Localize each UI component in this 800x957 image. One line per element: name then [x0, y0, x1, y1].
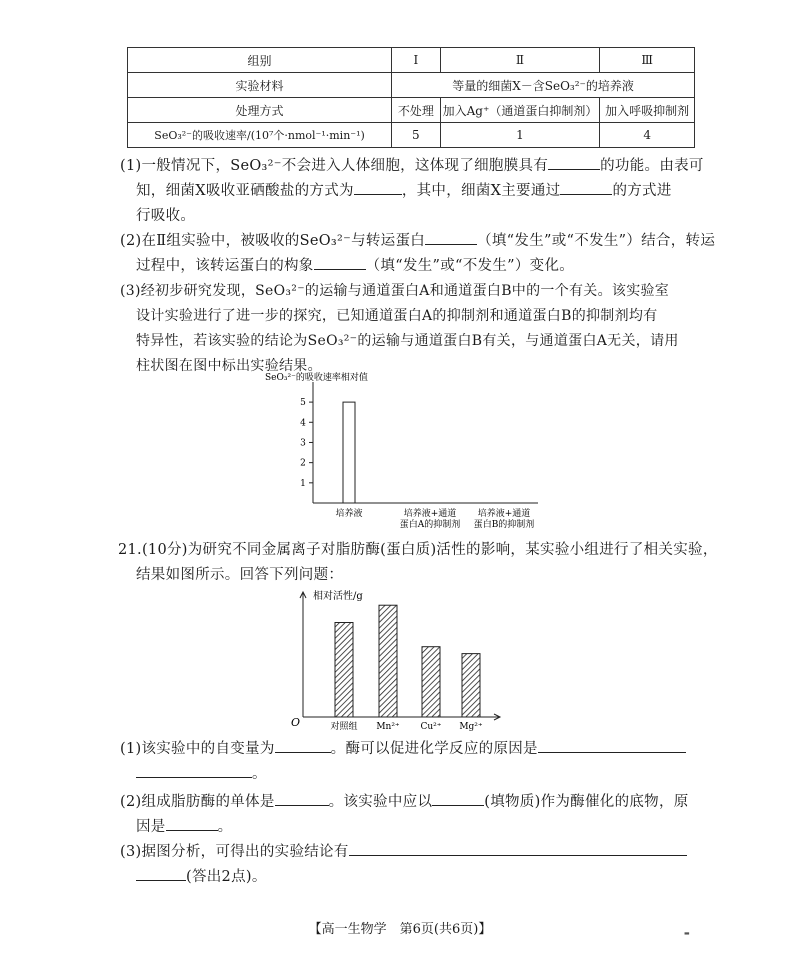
page-footer: 【高一生物学 第6页(共6页)】 — [308, 922, 492, 937]
table-header-iii: Ⅲ — [600, 48, 695, 73]
x-category-label: 培养液 — [335, 509, 363, 519]
q20-part1-line3 — [136, 204, 195, 228]
q20-part3-line3 — [136, 329, 679, 353]
q20-text: （填“发生”或“不发生”）结合，转运 — [477, 233, 716, 249]
q21-text: (答出2点)。 — [186, 869, 267, 885]
q20-text: 设计实验进行了进一步的探究，已知通道蛋白A的抑制剂和通道蛋白B的抑制剂均有 — [136, 308, 658, 324]
treatment-cell: 加入呼吸抑制剂 — [600, 98, 695, 123]
table-row — [128, 123, 695, 148]
q21-text: 。 — [217, 819, 233, 835]
q21-text: 因是 — [136, 819, 166, 835]
chart-bar — [335, 623, 353, 717]
rate-cell: 4 — [600, 123, 695, 148]
chart-bar — [379, 605, 397, 717]
table-header-ii: Ⅱ — [440, 48, 600, 73]
y-tick-label: 4 — [300, 418, 306, 429]
q20-text: 行吸收。 — [136, 208, 196, 224]
answer-blank[interactable] — [432, 791, 484, 806]
x-category-label: Mg²⁺ — [459, 722, 483, 732]
x-category-label: Cu²⁺ — [420, 722, 442, 732]
q21-text: 。该实验中应以 — [328, 794, 433, 810]
chart-ylabel: SeO₃²⁻的吸收速率相对值 — [265, 373, 368, 383]
q21-text: (2)组成脂肪酶的单体是 — [120, 794, 275, 810]
q21-part3-line2 — [136, 865, 267, 889]
answer-blank[interactable] — [349, 841, 687, 856]
answer-blank[interactable] — [560, 180, 612, 195]
answer-blank[interactable] — [314, 255, 366, 270]
q21-part3-line1 — [120, 840, 687, 864]
experiment-table — [127, 47, 695, 148]
answer-blank[interactable] — [548, 155, 600, 170]
x-category-label: 蛋白B的抑制剂 — [473, 520, 535, 530]
answer-blank[interactable] — [136, 866, 186, 881]
rate-cell: 5 — [392, 123, 441, 148]
enzyme-activity-chart — [285, 586, 515, 736]
table-header-group: 组别 — [128, 48, 392, 73]
q20-text: 柱状图在图中标出实验结果。 — [136, 358, 322, 374]
chart-bar — [343, 402, 355, 503]
q20-text: (3)经初步研究发现，SeO₃²⁻的运输与通道蛋白A和通道蛋白B中的一个有关。该实验室 — [120, 283, 670, 299]
answer-blank[interactable] — [425, 230, 477, 245]
corner-mark: ▬ — [684, 930, 690, 937]
q21-intro-line1 — [118, 538, 718, 562]
y-tick-label: 2 — [300, 458, 306, 469]
absorption-rate-chart[interactable] — [250, 368, 550, 534]
q21-text: (填物质)作为酶催化的底物，原 — [484, 794, 689, 810]
table-row — [128, 48, 695, 73]
q20-part3-line1 — [120, 279, 669, 303]
material-value: 等量的细菌X－含SeO₃²⁻的培养液 — [392, 73, 695, 98]
q21-intro-line2 — [136, 563, 343, 587]
q21-text: 。 — [252, 766, 267, 782]
q20-text: （填“发生”或“不发生”）变化。 — [365, 258, 575, 274]
treatment-cell: 不处理 — [392, 98, 441, 123]
q20-part2-line1 — [120, 229, 715, 253]
q21-text: (3)据图分析，可得出的实验结论有 — [120, 844, 349, 860]
q20-text: 特异性，若该实验的结论为SeO₃²⁻的运输与通道蛋白B有关，与通道蛋白A无关，请用 — [136, 333, 679, 349]
x-category-label: 培养液+通道 — [403, 509, 457, 519]
treatment-label: 处理方式 — [128, 98, 392, 123]
q20-text: 的方式进 — [612, 183, 672, 199]
answer-blank[interactable] — [538, 738, 686, 753]
answer-blank[interactable] — [166, 816, 218, 831]
q20-text: 过程中，该转运蛋白的构象 — [136, 258, 314, 274]
q21-text: 。酶可以促进化学反应的原因是 — [330, 741, 538, 757]
treatment-cell: 加入Ag⁺（通道蛋白抑制剂） — [440, 98, 600, 123]
q20-text: 的功能。由表可 — [600, 158, 704, 174]
x-category-label: Mn²⁺ — [376, 722, 400, 732]
answer-blank[interactable] — [354, 180, 402, 195]
q21-part2-line2 — [136, 815, 232, 839]
q20-text: 知，细菌X吸收亚硒酸盐的方式为 — [136, 183, 354, 199]
q20-text: (1)一般情况下，SeO₃²⁻不会进入人体细胞，这体现了细胞膜具有 — [120, 158, 549, 174]
answer-blank[interactable] — [275, 738, 331, 753]
material-label: 实验材料 — [128, 73, 392, 98]
q21-text: (1)该实验中的自变量为 — [120, 741, 275, 757]
q20-part2-line2 — [136, 254, 574, 278]
y-tick-label: 1 — [300, 478, 306, 489]
q20-text: ，其中，细菌X主要通过 — [401, 183, 561, 199]
y-tick-label: 5 — [300, 398, 306, 409]
q20-part1-line1 — [120, 154, 704, 178]
chart-ylabel: 相对活性/g — [313, 591, 363, 602]
table-row — [128, 73, 695, 98]
y-tick-label: 3 — [300, 438, 306, 449]
q21-part1-line2 — [136, 762, 267, 786]
q21-part2-line1 — [120, 790, 689, 814]
rate-cell: 1 — [440, 123, 600, 148]
x-category-label: 对照组 — [330, 722, 358, 732]
table-row — [128, 98, 695, 123]
answer-blank[interactable] — [275, 791, 329, 806]
q20-part1-line2 — [136, 179, 672, 203]
chart-bar — [462, 654, 480, 717]
q21-text: 21.(10分)为研究不同金属离子对脂肪酶(蛋白质)活性的影响，某实验小组进行了相关实验， — [118, 542, 718, 558]
origin-label: O — [291, 716, 301, 729]
q20-text: (2)在Ⅱ组实验中，被吸收的SeO₃²⁻与转运蛋白 — [120, 233, 426, 249]
q21-part1-line1 — [120, 737, 686, 761]
x-category-label: 培养液+通道 — [477, 509, 531, 519]
q21-text: 结果如图所示。回答下列问题： — [136, 567, 344, 583]
table-header-i: Ⅰ — [392, 48, 441, 73]
chart-bar — [422, 647, 440, 717]
answer-blank[interactable] — [136, 763, 252, 778]
rate-label: SeO₃²⁻的吸收速率/(10⁷个·nmol⁻¹·min⁻¹) — [128, 123, 392, 148]
q20-part3-line2 — [136, 304, 658, 328]
x-category-label: 蛋白A的抑制剂 — [399, 520, 461, 530]
